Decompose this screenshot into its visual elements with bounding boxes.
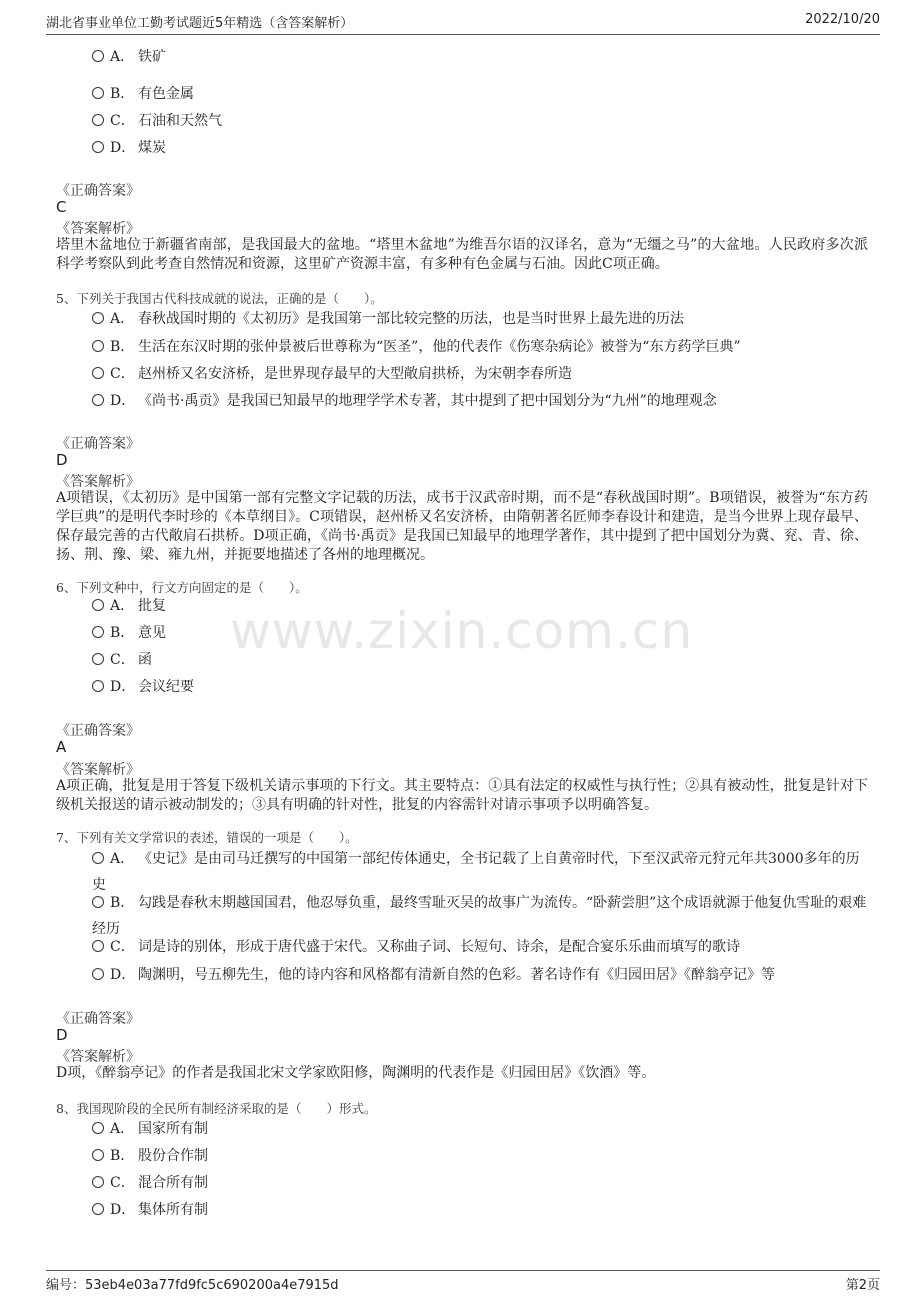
analysis-text: 塔里木盆地位于新疆省南部，是我国最大的盆地。“塔里木盆地”为维吾尔语的汉译名，意为“无缰之马”的大盆地。人民政府多次派科学考察队到此考查自然情况和资源，这里矿产资源丰富，有多种有色金属与石油。因此C项正确。 <box>56 237 868 272</box>
radio-icon[interactable] <box>92 394 104 406</box>
analysis-label: 《答案解析》 <box>56 474 140 490</box>
radio-icon[interactable] <box>92 852 104 864</box>
q5-option-d[interactable]: D． 《尚书·禹贡》是我国已知最早的地理学学术专著，其中提到了把中国划分为“九州”的地理观念 <box>92 388 717 415</box>
q4-option-d[interactable]: D． 煤炭 <box>92 135 166 162</box>
correct-answer-label: 《正确答案》 <box>56 183 140 199</box>
q4-option-c[interactable]: C． 石油和天然气 <box>92 108 222 135</box>
q8-option-c[interactable]: C． 混合所有制 <box>92 1170 208 1197</box>
page-number: 第2页 <box>845 1278 880 1293</box>
radio-icon[interactable] <box>92 1122 104 1134</box>
radio-icon[interactable] <box>92 599 104 611</box>
radio-icon[interactable] <box>92 87 104 99</box>
analysis-text: D项，《醉翁亭记》的作者是我国北宋文学家欧阳修，陶渊明的代表作是《归园田居》《饮酒》等。 <box>56 1065 656 1081</box>
radio-icon[interactable] <box>92 940 104 952</box>
analysis-text: A项正确，批复是用于答复下级机关请示事项的下行文。其主要特点：①具有法定的权威性与执行性；②具有被动性，批复是针对下级机关报送的请示被动制发的；③具有明确的针对性，批复的内容需针对请示事项予以明确答复。 <box>56 778 868 813</box>
radio-icon[interactable] <box>92 141 104 153</box>
q7-option-a[interactable]: A． 《史记》是由司马迁撰写的中国第一部纪传体通史，全书记载了上自黄帝时代，下至汉武帝元狩元年共3000多年的历史 <box>92 851 860 893</box>
q8-option-b[interactable]: B． 股份合作制 <box>92 1143 208 1170</box>
radio-icon[interactable] <box>92 968 104 980</box>
question-8: 8、我国现阶段的全民所有制经济采取的是（ ）形式。 <box>56 1101 377 1116</box>
radio-icon[interactable] <box>92 50 104 62</box>
q8-option-d[interactable]: D． 集体所有制 <box>92 1197 208 1224</box>
correct-answer: C <box>56 198 67 216</box>
radio-icon[interactable] <box>92 114 104 126</box>
q6-option-b[interactable]: B． 意见 <box>92 620 166 647</box>
correct-answer: D <box>56 1026 68 1044</box>
page-header <box>46 12 880 35</box>
radio-icon[interactable] <box>92 1176 104 1188</box>
page-footer <box>46 1270 880 1298</box>
radio-icon[interactable] <box>92 1149 104 1161</box>
q5-option-b[interactable]: B． 生活在东汉时期的张仲景被后世尊称为“医圣”，他的代表作《伤寒杂病论》被誉为“东方药学巨典” <box>92 334 741 361</box>
q5-option-a[interactable]: A． 春秋战国时期的《太初历》是我国第一部比较完整的历法，也是当时世界上最先进的历法 <box>92 306 684 333</box>
q7-option-c[interactable]: C． 词是诗的别体，形成于唐代盛于宋代。又称曲子词、长短句、诗余，是配合宴乐乐曲而填写的歌诗 <box>92 934 740 961</box>
document-date: 2022/10/20 <box>805 12 880 27</box>
correct-answer: D <box>56 451 68 469</box>
document-title: 湖北省事业单位工勤考试题近5年精选（含答案解析） <box>46 16 354 31</box>
q6-option-a[interactable]: A． 批复 <box>92 593 166 620</box>
correct-answer: A <box>56 738 67 756</box>
q5-option-c[interactable]: C． 赵州桥又名安济桥，是世界现存最早的大型敞肩拱桥，为宋朝李春所造 <box>92 361 572 388</box>
q7-option-b[interactable]: B． 勾践是春秋末期越国国君，他忍辱负重，最终雪耻灭吴的故事广为流传。“卧薪尝胆”这个成语就源于他复仇雪耻的艰难经历 <box>92 895 867 937</box>
document-code: 编号：53eb4e03a77fd9fc5c690200a4e7915d <box>46 1278 339 1293</box>
question-7: 7、下列有关文学常识的表述，错误的一项是（ ）。 <box>56 830 358 845</box>
analysis-label: 《答案解析》 <box>56 221 140 237</box>
q6-option-c[interactable]: C． 函 <box>92 647 152 674</box>
radio-icon[interactable] <box>92 367 104 379</box>
watermark: www.zixin.com.cn <box>230 602 694 660</box>
q6-option-d[interactable]: D． 会议纪要 <box>92 674 194 701</box>
radio-icon[interactable] <box>92 1203 104 1215</box>
correct-answer-label: 《正确答案》 <box>56 723 140 739</box>
question-6: 6、下列文种中，行文方向固定的是（ ）。 <box>56 580 308 595</box>
radio-icon[interactable] <box>92 340 104 352</box>
analysis-label: 《答案解析》 <box>56 1049 140 1065</box>
radio-icon[interactable] <box>92 680 104 692</box>
q7-option-d[interactable]: D． 陶渊明，号五柳先生，他的诗内容和风格都有清新自然的色彩。著名诗作有《归园田居》《醉翁亭记》等 <box>92 962 775 989</box>
radio-icon[interactable] <box>92 653 104 665</box>
question-5: 5、下列关于我国古代科技成就的说法，正确的是（ ）。 <box>56 291 383 306</box>
q4-option-a[interactable]: A． 铁矿 <box>92 44 166 71</box>
radio-icon[interactable] <box>92 312 104 324</box>
analysis-label: 《答案解析》 <box>56 762 140 778</box>
q8-option-a[interactable]: A． 国家所有制 <box>92 1116 208 1143</box>
analysis-text: A项错误，《太初历》是中国第一部有完整文字记载的历法，成书于汉武帝时期，而不是“春秋战国时期”。B项错误，被誉为“东方药学巨典”的是明代李时珍的《本草纲目》。C项错误，赵州桥又名安济桥，由隋朝著名匠师李春设计和建造，是当今世界上现存最早、保存最完善的古代敞肩石拱桥。D项正确，《尚书·禹贡》是我国已知最早的地理学著作，其中提到了把中国划分为冀、兖、青、徐、扬、荆、豫、梁、雍九州，并扼要地描述了各州的地理概况。 <box>56 490 868 563</box>
correct-answer-label: 《正确答案》 <box>56 1011 140 1027</box>
correct-answer-label: 《正确答案》 <box>56 436 140 452</box>
q4-option-b[interactable]: B． 有色金属 <box>92 81 194 108</box>
radio-icon[interactable] <box>92 896 104 908</box>
radio-icon[interactable] <box>92 626 104 638</box>
